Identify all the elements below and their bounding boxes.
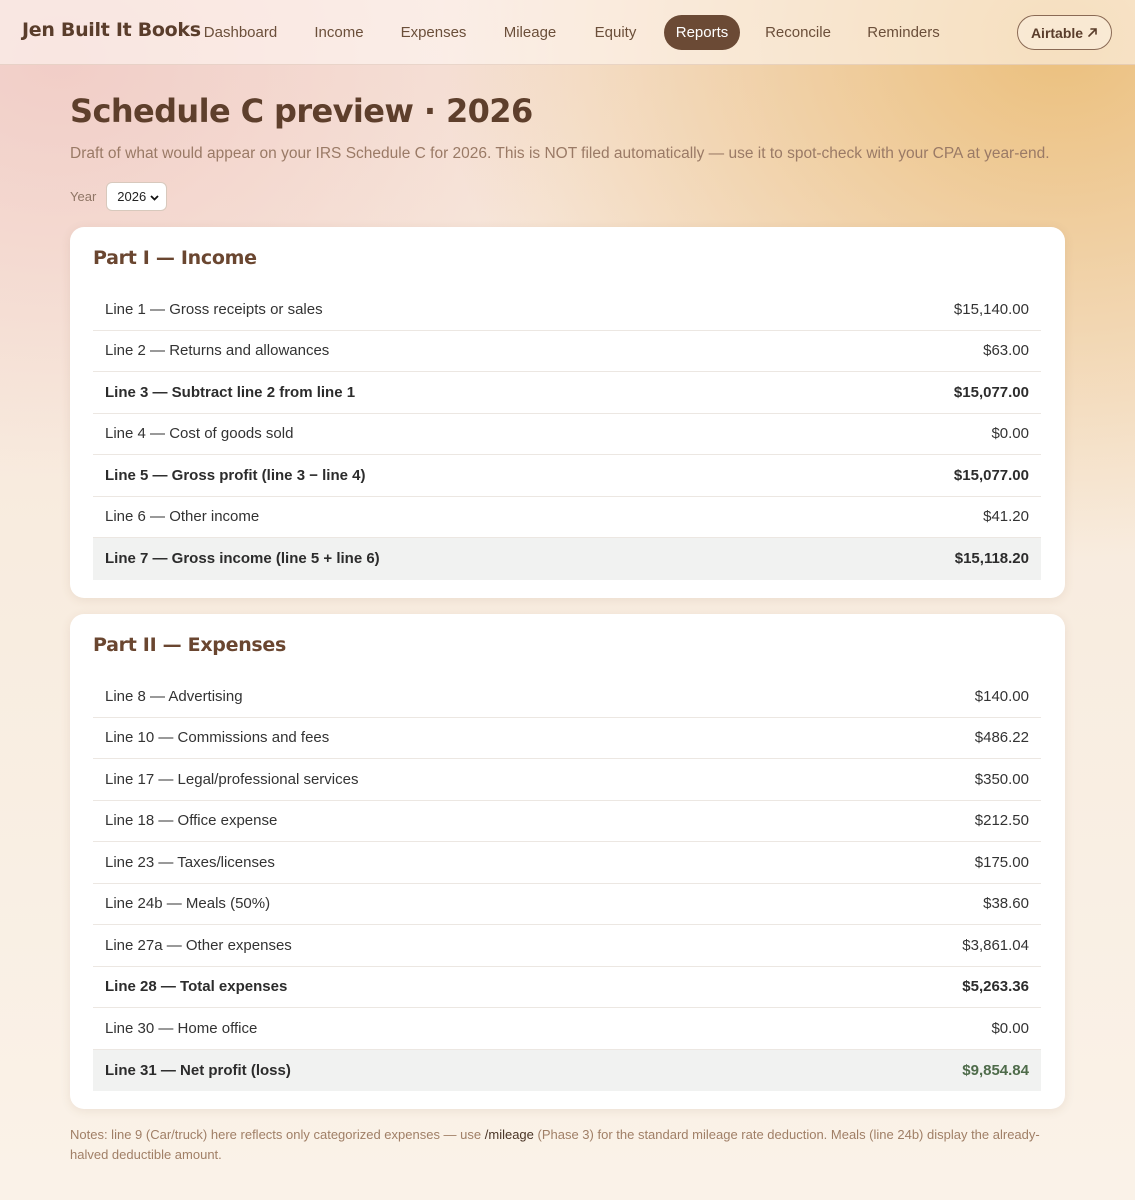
line-label: Line 10 — Commissions and fees bbox=[105, 729, 330, 747]
schedule-line-row bbox=[93, 718, 1041, 760]
chevron-down-icon bbox=[150, 189, 159, 204]
page-title: Schedule C preview · 2026 bbox=[70, 92, 533, 130]
schedule-line-row bbox=[93, 842, 1041, 884]
nav-expenses[interactable]: Expenses bbox=[400, 24, 467, 41]
line-label: Line 4 — Cost of goods sold bbox=[105, 425, 294, 443]
schedule-line-row bbox=[93, 372, 1041, 414]
line-label: Line 27a — Other expenses bbox=[105, 936, 292, 954]
line-amount: $41.20 bbox=[983, 508, 1029, 526]
schedule-line-row bbox=[93, 331, 1041, 373]
mileage-link[interactable]: /mileage bbox=[484, 1127, 534, 1142]
line-label: Line 1 — Gross receipts or sales bbox=[105, 300, 323, 318]
line-label: Line 28 — Total expenses bbox=[105, 978, 288, 996]
line-amount: $38.60 bbox=[983, 895, 1029, 913]
part2-expenses-card bbox=[70, 614, 1065, 1109]
part1-income-card bbox=[70, 227, 1065, 598]
line-label: Line 6 — Other income bbox=[105, 508, 260, 526]
schedule-line-row bbox=[93, 1050, 1041, 1092]
airtable-button-label: Airtable bbox=[1030, 24, 1084, 41]
line-amount: $140.00 bbox=[974, 687, 1029, 705]
line-label: Line 2 — Returns and allowances bbox=[105, 342, 330, 360]
schedule-line-row bbox=[93, 538, 1041, 580]
part1-rows bbox=[93, 289, 1041, 580]
line-amount: $63.00 bbox=[983, 342, 1029, 360]
line-amount: $15,118.20 bbox=[954, 550, 1029, 568]
schedule-line-row bbox=[93, 1008, 1041, 1050]
schedule-line-row bbox=[93, 967, 1041, 1009]
nav-equity[interactable]: Equity bbox=[594, 24, 637, 41]
line-label: Line 8 — Advertising bbox=[105, 687, 243, 705]
airtable-external-button[interactable] bbox=[1017, 15, 1112, 50]
line-label: Line 5 — Gross profit (line 3 − line 4) bbox=[105, 466, 366, 484]
line-label: Line 17 — Legal/professional services bbox=[105, 770, 359, 788]
schedule-line-row bbox=[93, 925, 1041, 967]
schedule-line-row bbox=[93, 676, 1041, 718]
year-filter bbox=[70, 182, 167, 211]
line-label: Line 3 — Subtract line 2 from line 1 bbox=[105, 383, 356, 401]
line-amount: $175.00 bbox=[974, 853, 1029, 871]
line-label: Line 30 — Home office bbox=[105, 1019, 258, 1037]
line-amount: $0.00 bbox=[991, 1019, 1029, 1037]
part2-title: Part II — Expenses bbox=[93, 634, 287, 656]
page-subtitle: Draft of what would appear on your IRS Schedule C for 2026. This is NOT filed automatically — use it to spot-check with your CPA at year-end. bbox=[70, 145, 1050, 162]
nav-income[interactable]: Income bbox=[314, 24, 364, 41]
line-label: Line 7 — Gross income (line 5 + line 6) bbox=[105, 550, 380, 568]
line-amount: $0.00 bbox=[991, 425, 1029, 443]
nav-reports[interactable]: Reports bbox=[664, 15, 740, 50]
line-amount: $5,263.36 bbox=[962, 978, 1029, 996]
line-amount: $9,854.84 bbox=[962, 1061, 1029, 1079]
notes-footer bbox=[70, 1125, 1060, 1165]
nav-reconcile[interactable]: Reconcile bbox=[765, 24, 831, 41]
schedule-line-row bbox=[93, 455, 1041, 497]
notes-text-before: Notes: line 9 (Car/truck) here reflects only categorized expenses — use bbox=[70, 1127, 485, 1142]
line-amount: $486.22 bbox=[974, 729, 1029, 747]
part1-title: Part I — Income bbox=[93, 247, 257, 269]
schedule-line-row bbox=[93, 759, 1041, 801]
arrow-up-right-icon bbox=[1087, 25, 1098, 41]
schedule-line-row bbox=[93, 414, 1041, 456]
line-amount: $15,077.00 bbox=[953, 466, 1029, 484]
line-amount: $350.00 bbox=[974, 770, 1029, 788]
year-label: Year bbox=[70, 189, 97, 204]
year-select-value: 2026 bbox=[117, 189, 147, 204]
line-amount: $15,077.00 bbox=[953, 383, 1029, 401]
nav-dashboard[interactable]: Dashboard bbox=[203, 24, 278, 41]
line-label: Line 24b — Meals (50%) bbox=[105, 895, 271, 913]
schedule-line-row bbox=[93, 801, 1041, 843]
year-select[interactable] bbox=[106, 182, 167, 211]
line-label: Line 18 — Office expense bbox=[105, 812, 278, 830]
line-label: Line 31 — Net profit (loss) bbox=[105, 1061, 291, 1079]
line-amount: $15,140.00 bbox=[953, 300, 1029, 318]
top-navigation bbox=[0, 0, 1135, 65]
schedule-line-row bbox=[93, 884, 1041, 926]
line-amount: $3,861.04 bbox=[962, 936, 1029, 954]
line-amount: $212.50 bbox=[974, 812, 1029, 830]
line-label: Line 23 — Taxes/licenses bbox=[105, 853, 275, 871]
schedule-line-row bbox=[93, 289, 1041, 331]
schedule-line-row bbox=[93, 497, 1041, 539]
brand-logo[interactable]: Jen Built It Books bbox=[22, 19, 201, 41]
nav-mileage[interactable]: Mileage bbox=[503, 24, 557, 41]
notes-text-after: (Phase 3) for the standard mileage rate deduction. Meals (line 24b) display the already-halved deductible amount. bbox=[70, 1127, 1040, 1162]
nav-reminders[interactable]: Reminders bbox=[867, 24, 940, 41]
part2-rows bbox=[93, 676, 1041, 1091]
